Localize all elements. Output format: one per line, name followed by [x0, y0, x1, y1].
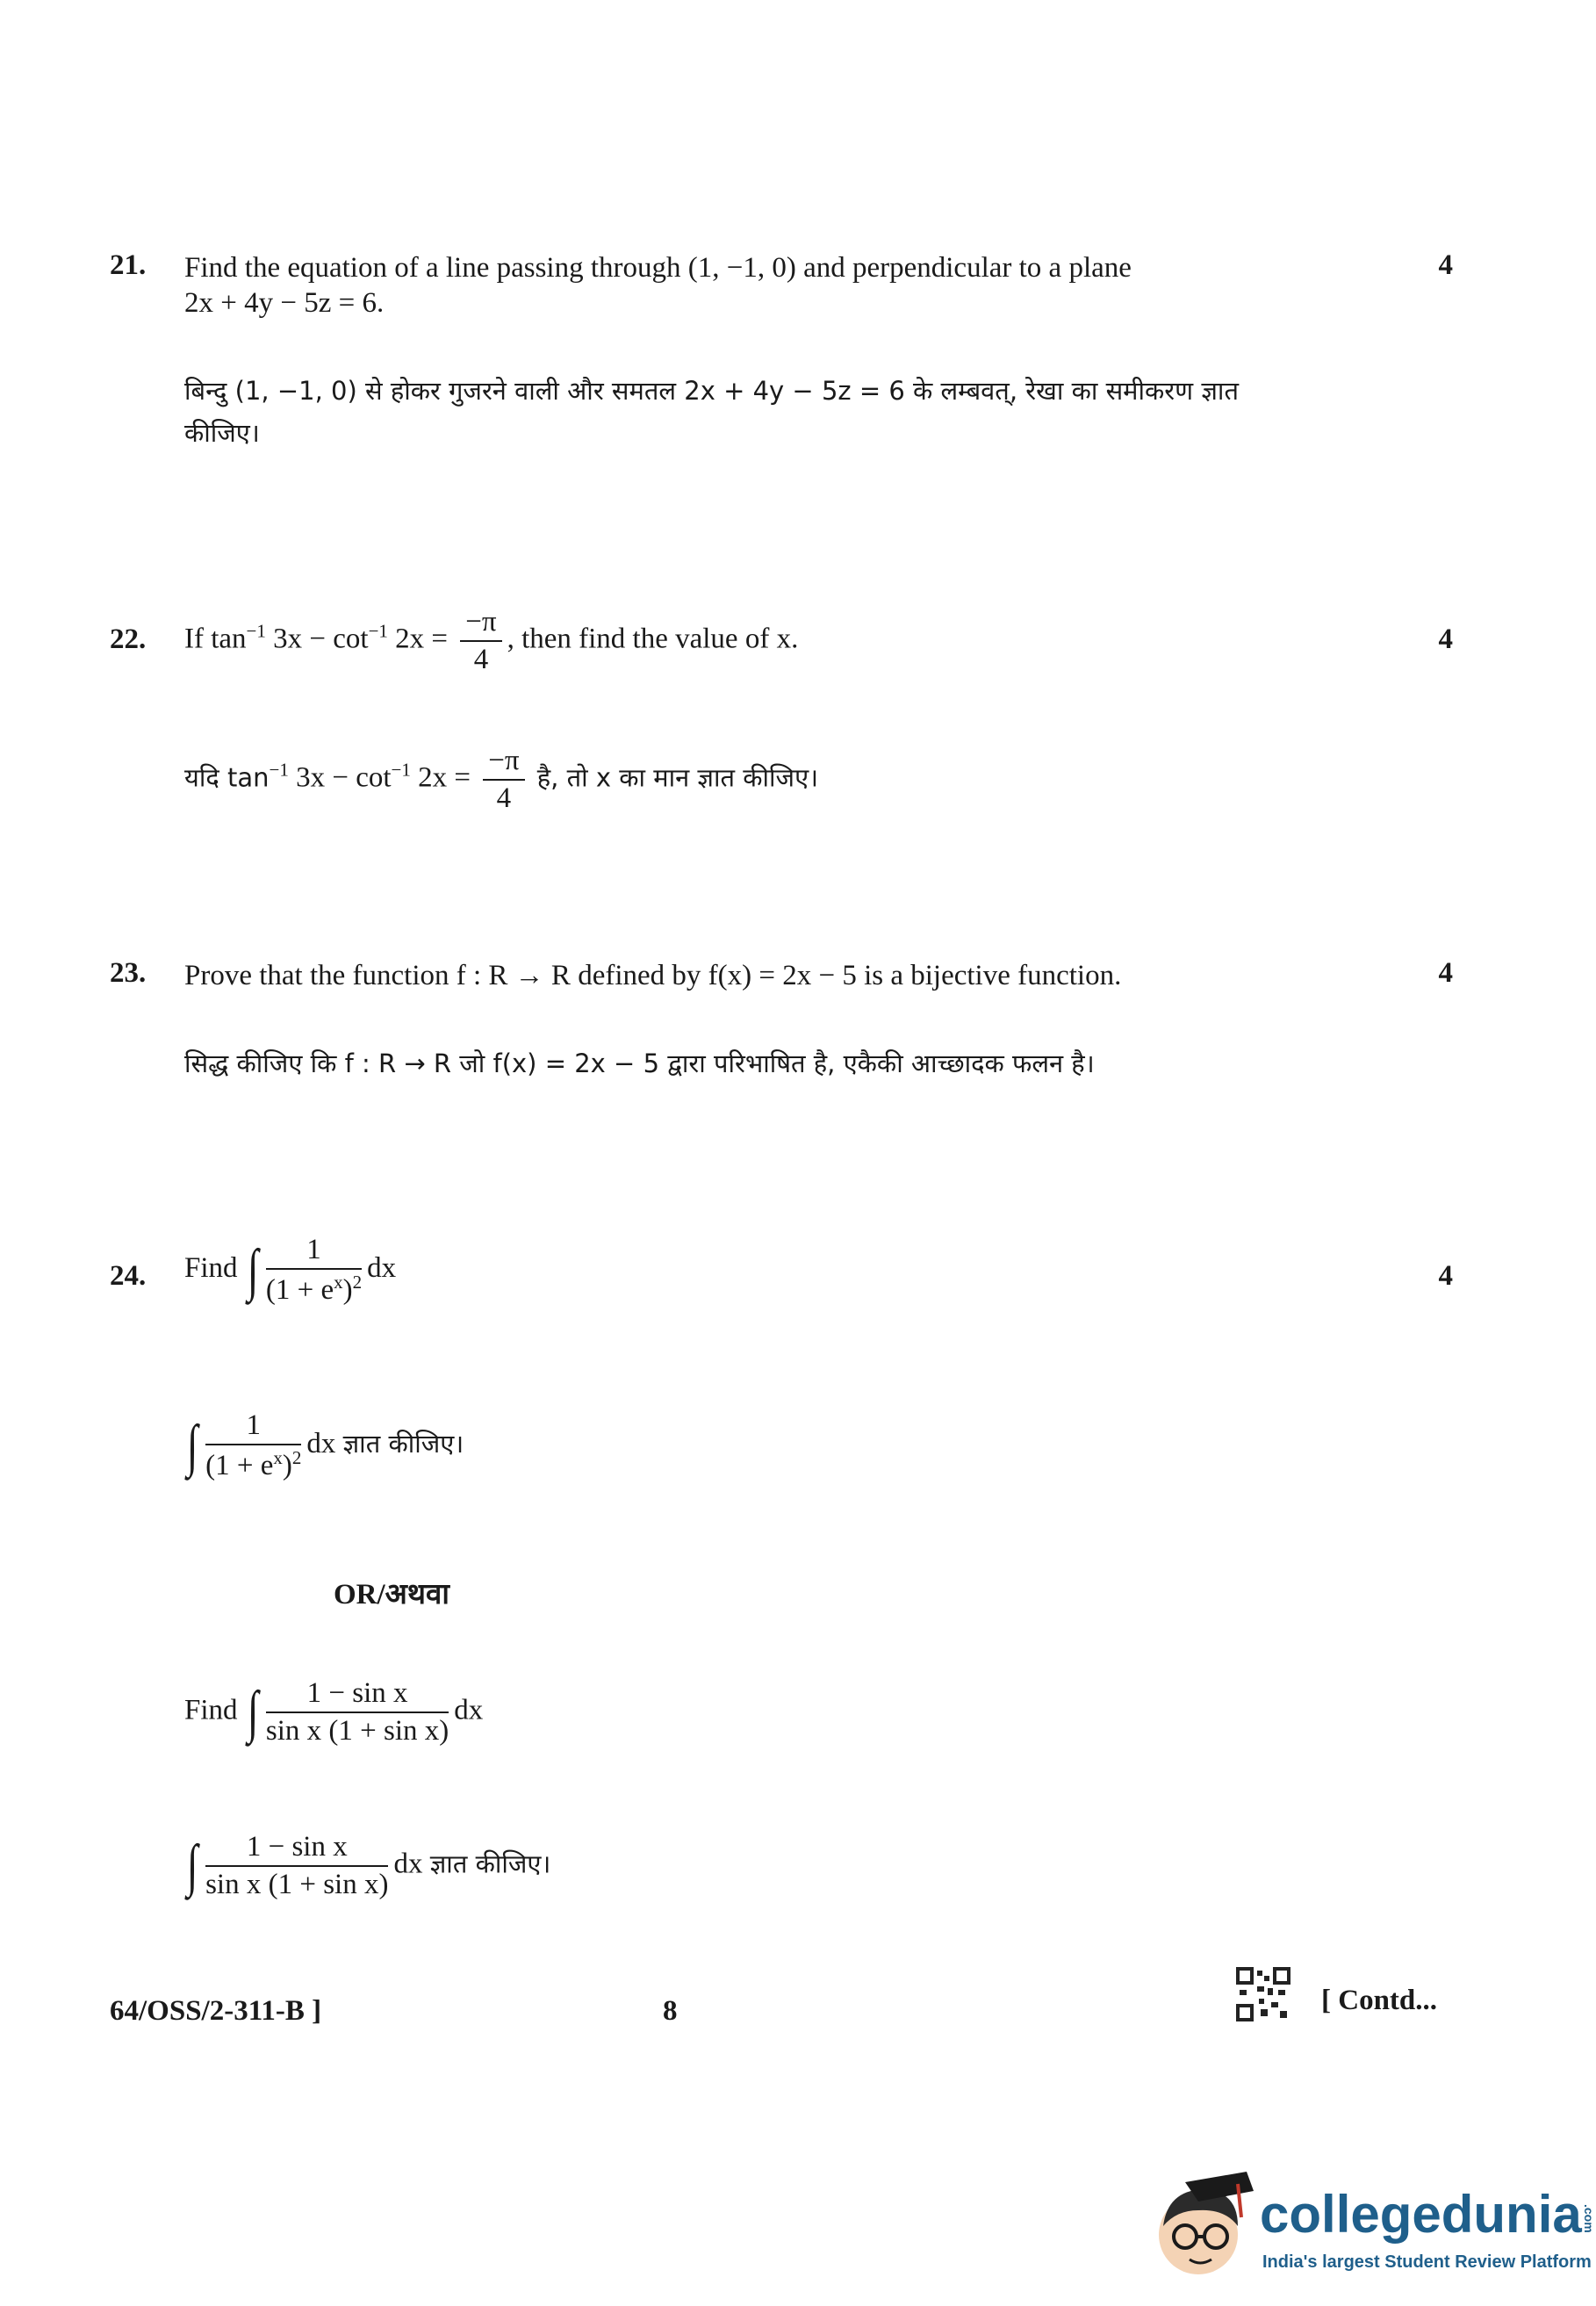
question-text-en-2: 2x + 4y − 5z = 6.: [184, 287, 385, 319]
integral-icon: ∫: [247, 1680, 259, 1744]
integral-icon: ∫: [247, 1237, 259, 1302]
question-marks: 4: [1438, 957, 1453, 989]
question-text-hi-1: बिन्दु (1, −1, 0) से होकर गुजरने वाली और समतल 2x + 4y − 5z = 6 के लम्बवत्, रेखा का समीकरण ज्ञात: [184, 376, 1239, 406]
or-separator: OR/अथवा: [334, 1579, 449, 1611]
question-text-hi: सिद्ध कीजिए कि f : R → R जो f(x) = 2x − 5 द्वारा परिभाषित है, एकैकी आच्छादक फलन है।: [184, 1049, 1095, 1078]
integral-icon: ∫: [186, 1413, 198, 1478]
question-marks: 4: [1438, 623, 1453, 655]
integral-hi: ∫ $\frac{1}{(1 + e^x)^2}$ dx ज्ञात कीजिए।: [186, 1409, 464, 1481]
question-number: 21.: [110, 249, 147, 281]
mascot-logo-icon: [1150, 2165, 1255, 2288]
fraction: $\frac{1}{(1 + e^x)^2}$: [265, 1234, 363, 1306]
integral-icon: ∫: [186, 1834, 198, 1898]
integral-alt-hi: ∫ $\frac{\text{1 − sin x}}{\text{sin x (1 + sin x)}}$ dx ज्ञात कीजिए।: [186, 1831, 551, 1900]
question-number: 24.: [110, 1260, 147, 1292]
brand-name: collegedunia.com: [1260, 2185, 1596, 2244]
question-number: 22.: [110, 623, 147, 655]
page-number: 8: [663, 1995, 678, 2027]
fraction: $\frac{-\pi}{4}$: [460, 606, 501, 676]
paper-code: 64/OSS/2-311-B ]: [110, 1995, 322, 2027]
fraction: $\frac{\text{1 − sin x}}{\text{sin x (1 + sin x)}}$: [205, 1831, 389, 1900]
question-text-en-1: Find the equation of a line passing through (1, −1, 0) and perpendicular to a plane: [184, 252, 1132, 284]
question-text-en: If $\tan^{-1} 3x - \cot^{-1} 2x$ = $\frac{-\pi}{4}$ , then find the value of x.: [184, 606, 799, 675]
question-text-en: Prove that the function f : R → R defined by f(x) = 2x − 5 is a bijective function.: [184, 960, 1122, 991]
question-text-hi-2: कीजिए।: [184, 418, 260, 448]
collegedunia-watermark: [1150, 2165, 1596, 2296]
integral-en: Find ∫ $\frac{1}{(1 + e^x)^2}$ dx: [184, 1234, 397, 1306]
question-number: 23.: [110, 957, 147, 989]
integral-alt-en: Find ∫ $\frac{\text{1 − sin x}}{\text{sin x (1 + sin x)}}$ dx: [184, 1677, 484, 1747]
fraction: $\frac{1}{(1 + e^x)^2}$: [205, 1409, 302, 1481]
question-marks: 4: [1438, 249, 1453, 281]
fraction: $\frac{\text{1 − sin x}}{\text{sin x (1 + sin x)}}$: [265, 1677, 449, 1747]
qr-code-icon: [1236, 1967, 1290, 2021]
question-marks: 4: [1438, 1260, 1453, 1292]
continued-label: [ Contd...: [1321, 1985, 1438, 2016]
brand-tagline: India's largest Student Review Platform: [1262, 2252, 1592, 2272]
question-text-hi: यदि $\tan^{-1} 3x - \cot^{-1} 2x$ = $\frac{-\pi}{4}$ है, तो x का मान ज्ञात कीजिए।: [184, 745, 819, 814]
fraction: $\frac{-\pi}{4}$: [483, 745, 524, 815]
